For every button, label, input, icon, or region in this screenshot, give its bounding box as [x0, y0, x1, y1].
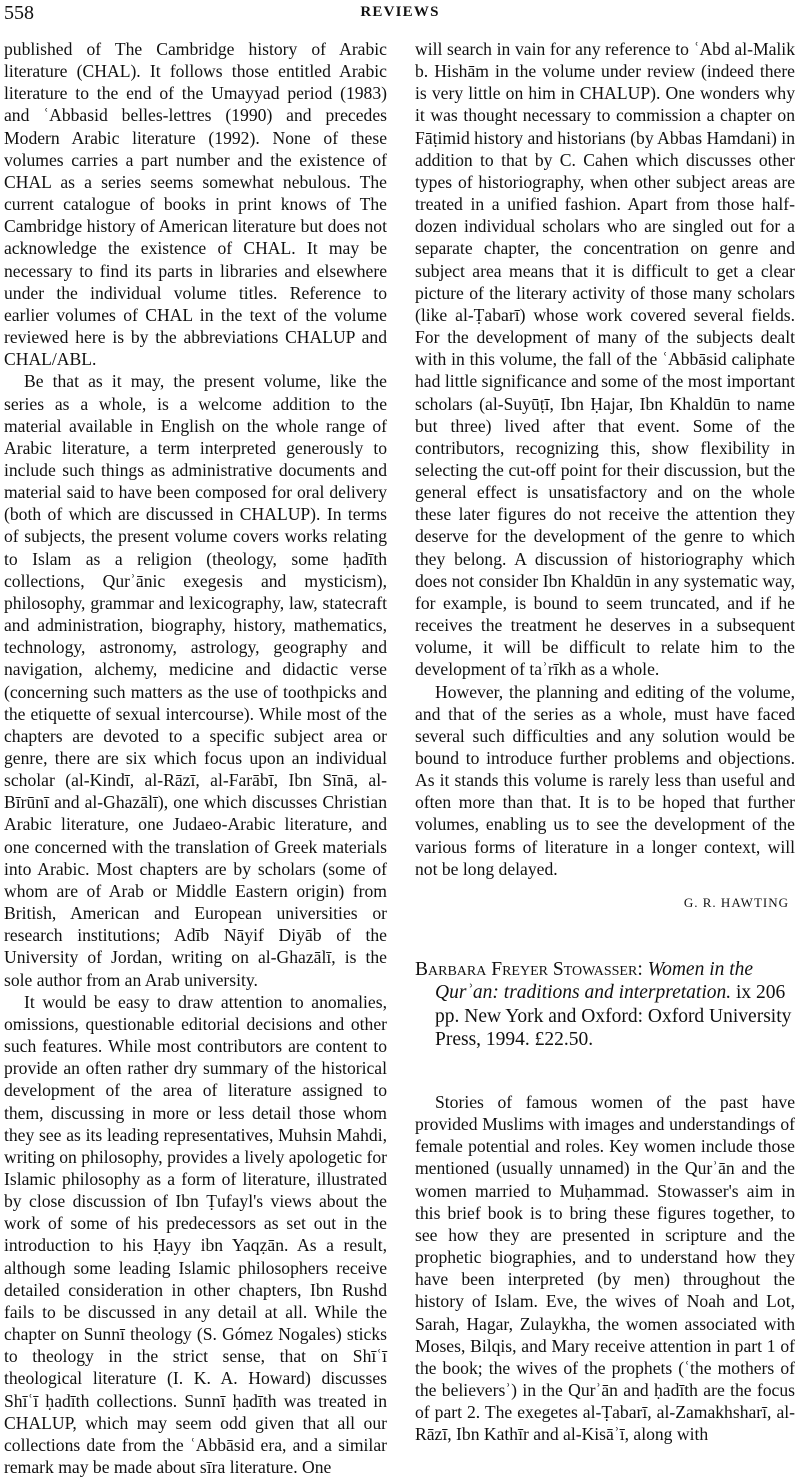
reviewer-signature: G. R. HAWTING — [683, 894, 789, 910]
right-paragraph-3: Stories of famous women of the past have provided Muslims with images and understandings of female potential and roles. Key women include those mentioned (usually unnamed) in the Qurʾān and the women married to Muḥammad. Stowasser's aim in this brief book is to bring these figures together, to see how they are presented in scripture and the prophetic biographies, and to understand how they have been interpreted (by men) throughout the history of Islam. Eve, the wives of Noah and Lot, Sarah, Hagar, Zulaykha, the women associated with Moses, Bilqis, and Mary receive attention in part 1 of the book; the wives of the prophets (ʿthe mothers of the believersʾ) in the Qurʾān and ḥadīth are the focus of part 2. The exegetes al-Ṭabarī, al-Zamakhsharī, al-Rāzī, Ibn Kathīr and al-Kisāʾī, along with — [415, 1091, 795, 1445]
reviewed-book-title: Women in the Qurʾan: traditions and interpretation. — [435, 958, 754, 1004]
left-paragraph-2: Be that as it may, the present volume, like the series as a whole, is a welcome addition to the material available in English on the whole range of Arabic literature, a term interpreted generously to include such things as administrative documents and material said to have been composed for oral delivery (both of which are discussed in CHALUP). In terms of subjects, the present volume covers works relating to Islam as a religion (theology, some ḥadīth collections, Qurʾānic exegesis and mysticism), philosophy, grammar and lexicography, law, statecraft and administration, biography, history, mathematics, technology, astronomy, astrology, geography and navigation, alchemy, medicine and didactic verse (concerning such matters as the use of toothpicks and the etiquette of sexual intercourse). While most of the chapters are devoted to a specific subject area or genre, there are six which focus upon an individual scholar (al-Kindī, al-Rāzī, al-Farābī, Ibn Sīnā, al-Bīrūnī and al-Ghazālī), one which discusses Christian Arabic literature, one Judaeo-Arabic literature, and one concerned with the translation of Greek materials into Arabic. Most chapters are by scholars (some of whom are of Arab or Middle Eastern origin) from British, American and European universities or research institutions; Adīb Nāyif Diyāb of the University of Jordan, writing on al-Ghazālī, is the sole author from an Arab university. — [4, 371, 387, 990]
left-column — [4, 38, 387, 1478]
right-column — [415, 38, 795, 1445]
right-paragraph-2: However, the planning and editing of the volume, and that of the series as a whole, must have faced several such difficulties and any solution would be bound to introduce further problems and objections. As it stands this volume is rarely less than useful and often more than that. It is to be hoped that further volumes, enabling us to see the development of the various forms of literature in a longer context, will not be long delayed. — [415, 681, 795, 879]
left-paragraph-3: It would be easy to draw attention to anomalies, omissions, questionable editorial decisions and other such features. While most contributors are content to provide an often rather dry summary of the historical development of the area of literature assigned to them, discussing in more or less detail those whom they see as its leading representatives, Muhsin Mahdi, writing on philosophy, provides a lively apologetic for Islamic philosophy as a form of literature, illustrated by close discussion of Ibn Ṭufayl's views about the work of some of his predecessors as set out in the introduction to his Ḥayy ibn Yaqẓān. As a result, although some leading Islamic philosophers receive detailed consideration in other chapters, Ibn Rushd fails to be discussed in any detail at all. While the chapter on Sunnī theology (S. Gómez Nogales) sticks to theology in the strict sense, that on Shīʿī theological literature (I. K. A. Howard) discusses Shīʿī ḥadīth collections. Sunnī ḥadīth was treated in CHALUP, which may seem odd given that all our collections date from the ʿAbbāsid era, and a similar remark may be made about sīra literature. One — [4, 991, 387, 1477]
reviewed-book-details: ix 206 pp. New York and Oxford: Oxford University Press, 1994. £22.50. — [435, 982, 792, 1051]
running-head: REVIEWS — [360, 4, 440, 20]
left-paragraph-1: published of The Cambridge history of Arabic literature (CHAL). It follows those entitled Arabic literature to the end of the Umayyad period (1983) and ʿAbbasid belles-lettres (1990) and precedes Modern Arabic literature (1992). None of these volumes carries a part number and the existence of CHAL as a series seems somewhat nebulous. The current catalogue of books in print knows of The Cambridge history of American literature but does not acknowledge the existence of CHAL. It may be necessary to find its parts in libraries and elsewhere under the individual volume titles. Reference to earlier volumes of CHAL in the text of the volume reviewed here is by the abbreviations CHALUP and CHAL/ABL. — [4, 39, 387, 370]
right-paragraph-1: will search in vain for any reference to ʿAbd al-Malik b. Hishām in the volume under review (indeed there is very little on him in CHALUP). One wonders why it was thought necessary to commission a chapter on Fāṭimid history and historians (by Abbas Hamdani) in addition to that by C. Cahen which discusses other types of historiography, when other subject areas are treated in a unified fashion. Apart from those half-dozen individual scholars who are singled out for a separate chapter, the concentration on genre and subject area means that it is difficult to get a clear picture of the literary activity of those many scholars (like al-Ṭabarī) whose work covered several fields. For the development of many of the subjects dealt with in this volume, the fall of the ʿAbbāsid caliphate had little significance and some of the most important scholars (al-Suyūṭī, Ibn Ḥajar, Ibn Khaldūn to name but three) lived after that event. Some of the contributors, recognizing this, show flexibility in selecting the cut-off point for their discussion, but the general effect is unsatisfactory and on the whole these later figures do not receive the attention they deserve for the development of the genre to which they belong. A discussion of historiography which does not consider Ibn Khaldūn in any systematic way, for example, is bound to seem truncated, and if he receives the treatment he deserves in a subsequent volume, it will be difficult to relate him to the development of taʾrīkh as a whole. — [415, 39, 795, 680]
review-heading — [415, 958, 795, 1052]
page-header — [0, 0, 800, 30]
page-number: 558 — [4, 2, 34, 24]
reviewed-book-author: Barbara Freyer Stowasser: — [415, 958, 643, 980]
